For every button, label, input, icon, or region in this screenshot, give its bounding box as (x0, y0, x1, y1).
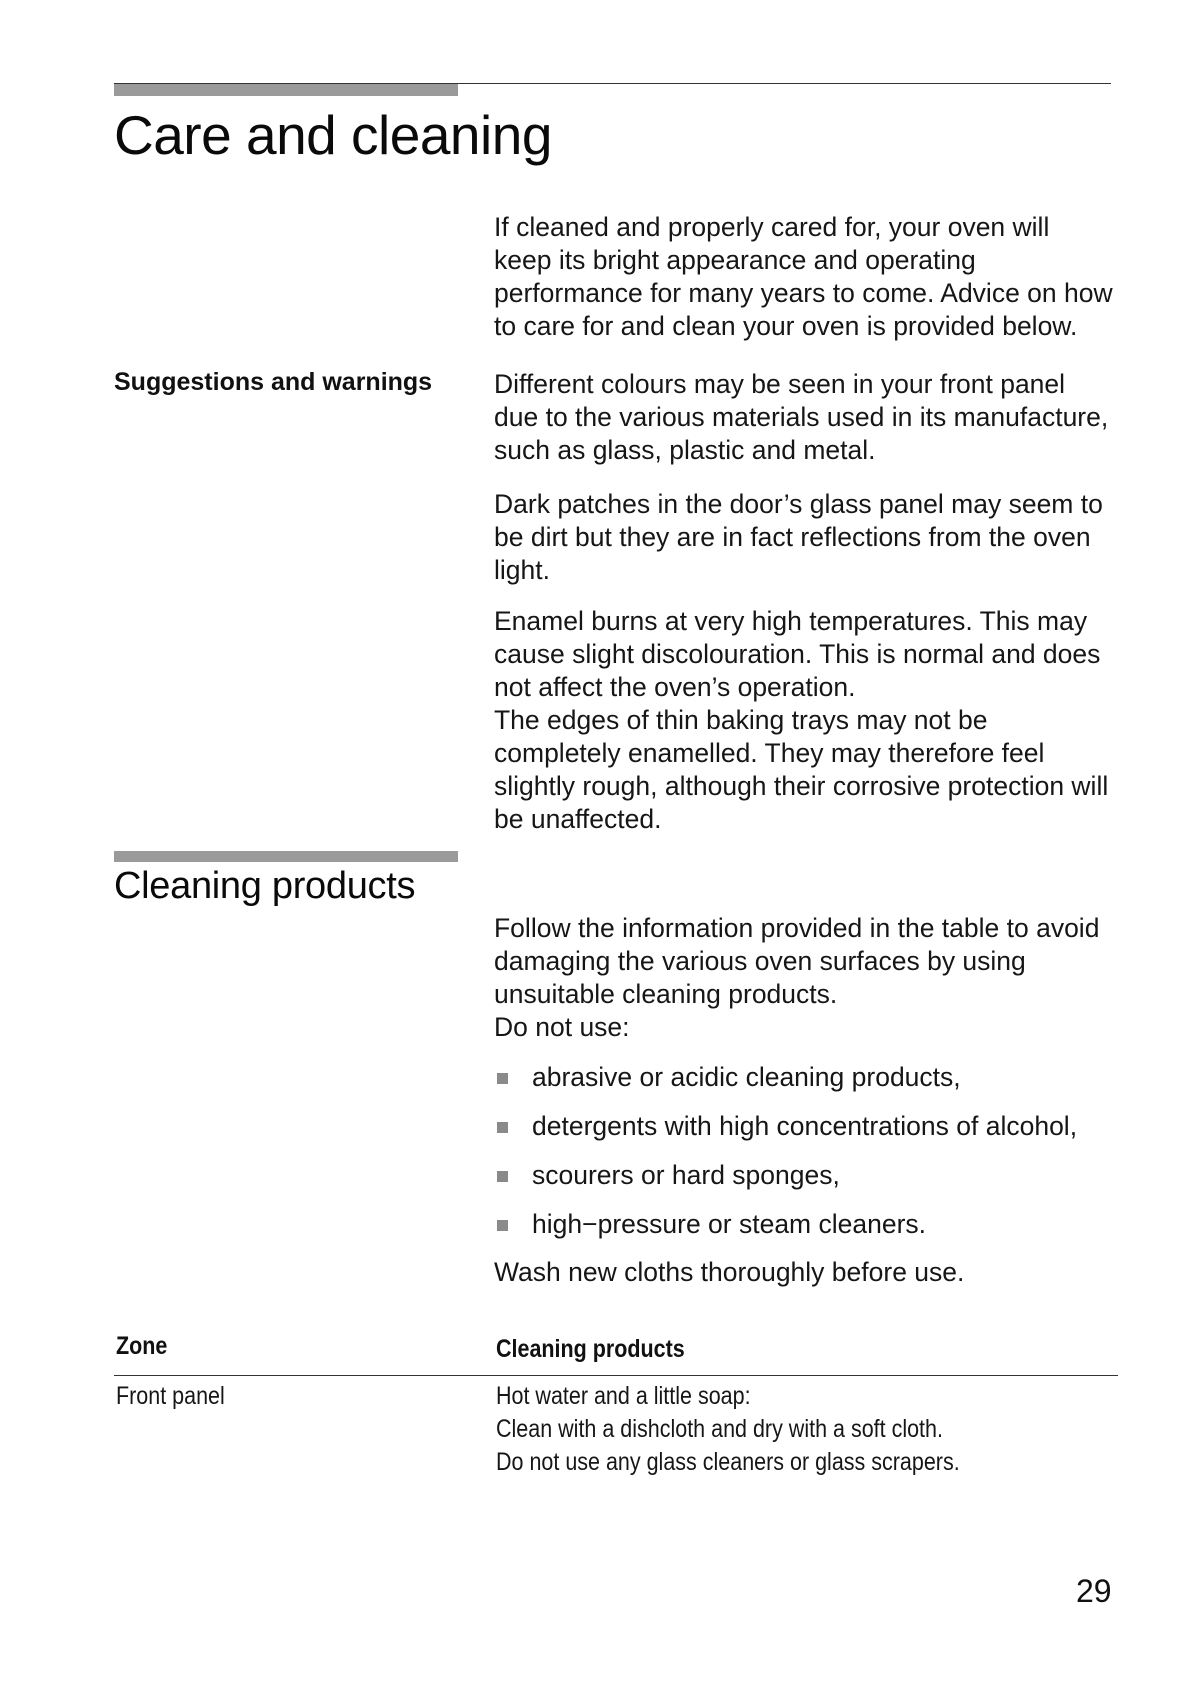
paragraph-text: Enamel burns at very high temperatures. This may cause slight discolouration. This is normal and does not affect the oven’s operation. (494, 606, 1101, 702)
list-item-text: abrasive or acidic cleaning products, (532, 1062, 961, 1092)
paragraph-text: Follow the information provided in the table to avoid damaging the various oven surfaces by using unsuitable cleaning products. (494, 913, 1100, 1009)
suggestions-paragraph-2 (494, 488, 1114, 587)
list-item-text: scourers or hard sponges, (532, 1160, 840, 1190)
list-item (494, 1159, 1114, 1208)
table-header-products: Cleaning products (496, 1335, 685, 1363)
table-header-zone: Zone (116, 1332, 168, 1360)
suggestions-paragraph-1 (494, 368, 1114, 467)
table-cell-line: Do not use any glass cleaners or glass scrapers. (496, 1448, 960, 1476)
intro-paragraph (494, 211, 1114, 343)
cleaning-intro (494, 912, 1114, 1044)
paragraph-text: The edges of thin baking trays may not be completely enamelled. They may therefore feel slightly rough, although their corrosive protection will be unaffected. (494, 705, 1109, 834)
paragraph-text: Dark patches in the door’s glass panel may seem to be dirt but they are in fact reflections from the oven light. (494, 489, 1103, 585)
do-not-use-list (494, 1061, 1114, 1257)
table-cell-zone: Front panel (116, 1382, 225, 1410)
list-item-text: high−pressure or steam cleaners. (532, 1209, 927, 1239)
bullet-square-icon (497, 1073, 508, 1084)
bullet-square-icon (497, 1171, 508, 1182)
list-item (494, 1110, 1114, 1159)
page-title: Care and cleaning (114, 104, 552, 166)
section-marker-bar (114, 84, 458, 96)
suggestions-heading: Suggestions and warnings (114, 368, 433, 396)
table-cell-line: Hot water and a little soap: (496, 1382, 751, 1410)
bullet-square-icon (497, 1122, 508, 1133)
suggestions-paragraph-3 (494, 605, 1114, 836)
bullet-square-icon (497, 1220, 508, 1231)
intro-text: If cleaned and properly cared for, your oven will keep its bright appearance and operating performance for many years to come. Advice on how to care for and clean your oven is provided below. (494, 212, 1113, 341)
table-header-divider (114, 1375, 1118, 1376)
list-item (494, 1208, 1114, 1257)
list-item (494, 1061, 1114, 1110)
paragraph-text: Different colours may be seen in your front panel due to the various materials used in its manufacture, such as glass, plastic and metal. (494, 369, 1109, 465)
page-number: 29 (1076, 1573, 1112, 1609)
list-item-text: detergents with high concentrations of alcohol, (532, 1111, 1078, 1141)
section-title: Cleaning products (114, 865, 416, 907)
section-marker-bar (114, 851, 458, 862)
table-cell-line: Clean with a dishcloth and dry with a soft cloth. (496, 1415, 943, 1443)
do-not-use-label: Do not use: (494, 1012, 630, 1042)
table-cell-products (496, 1380, 960, 1479)
wash-note: Wash new cloths thoroughly before use. (494, 1257, 965, 1287)
